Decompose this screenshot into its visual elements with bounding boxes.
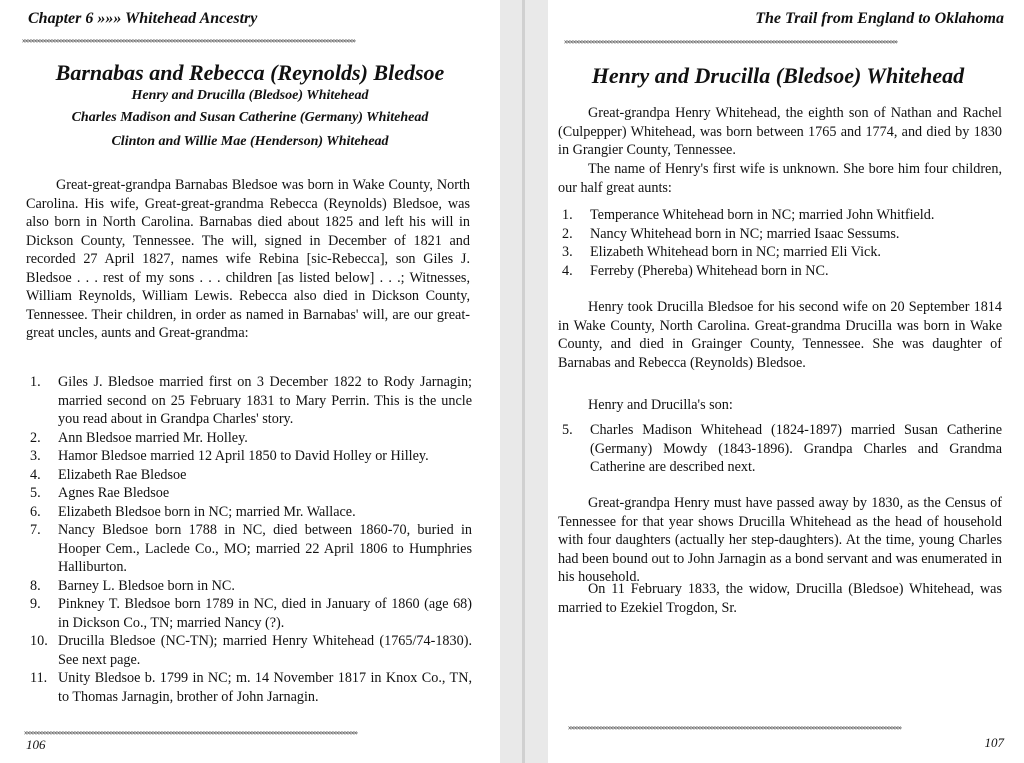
body-text: [558, 160, 1002, 197]
paragraph: Great-grandpa Henry Whitehead, the eighth son of Nathan and Rachel (Culpepper) Whitehead, was born between 1765 and 1774, and died by 1830 in Grangier County, Tennessee.: [558, 105, 1002, 158]
son-list: [562, 421, 1002, 477]
running-head-left: Chapter 6 »»» Whitehead Ancestry: [28, 10, 258, 27]
paragraph: Henry took Drucilla Bledsoe for his second wife on 20 September 1814 in Wake County, North Carolina. Great-grandma Drucilla was born in Wake County, and died in Grainger County, Tennessee. She was daughter of Barnabas and Rebecca (Reynolds) Bledsoe.: [558, 299, 1002, 371]
body-text: [558, 494, 1002, 587]
book-gutter: [500, 0, 548, 763]
body-text: [558, 396, 1002, 415]
paragraph: On 11 February 1833, the widow, Drucilla (Bledsoe) Whitehead, was married to Ezekiel Trogdon, Sr.: [558, 581, 1002, 616]
sub-heading: Henry and Drucilla (Bledsoe) Whitehead: [131, 88, 369, 103]
list-item: 1. Temperance Whitehead born in NC; married John Whitfield.: [562, 207, 935, 223]
body-text: [558, 104, 1002, 160]
list-item: 5. Charles Madison Whitehead (1824-1897) married Susan Catherine (Germany) Mowdy (1843-1896). Grandpa Charles and Grandma Catherine are described next.: [562, 422, 1002, 475]
body-text: [26, 176, 470, 343]
list-item: 6. Elizabeth Bledsoe born in NC; married Mr. Wallace.: [30, 503, 356, 520]
list-item: 5. Agnes Rae Bledsoe: [30, 485, 170, 501]
section-heading: Barnabas and Rebecca (Reynolds) Bledsoe: [55, 60, 445, 85]
list-item: 2. Ann Bledsoe married Mr. Holley.: [30, 429, 248, 446]
paragraph: The name of Henry's first wife is unknown. She bore him four children, our half great aunts:: [558, 161, 1002, 196]
running-head-right: The Trail from England to Oklahoma: [755, 10, 1004, 27]
ornament-rule-top-right: »»»»»»»»»»»»»»»»»»»»»»»»»»»»»»»»»»»»»»»»»»»»»»»»»»»»»»»»»»»»»»»»»»»»»»»»»»»»»»»»»»»»»»»»»»»»»»»»»»»»»»»»»»»»»»»: [564, 37, 897, 46]
paragraph: Great-grandpa Henry must have passed away by 1830, as the Census of Tennessee for that year shows Drucilla Whitehead as the head of household with four daughters (actually her step-daughters). At the time, young Charles had been bound out to John Jarnagin as a bond servant and was enumerated in his household.: [558, 495, 1002, 585]
list-item: 4. Elizabeth Rae Bledsoe: [30, 466, 187, 483]
list-item: 8. Barney L. Bledsoe born in NC.: [30, 577, 235, 594]
children-list: [30, 373, 472, 706]
list-item: 7. Nancy Bledsoe born 1788 in NC, died between 1860-70, buried in Hooper Cem., Laclede Co., MO; married 22 April 1806 to Humphries Halliburton.: [30, 522, 472, 575]
page-number: 106: [26, 737, 46, 752]
body-text: [558, 580, 1002, 617]
list-item: 11. Unity Bledsoe b. 1799 in NC; m. 14 November 1817 in Knox Co., TN, to Thomas Jarnagin, brother of John Jarnagin.: [30, 670, 472, 705]
body-text: [558, 298, 1002, 372]
list-item: 2. Nancy Whitehead born in NC; married Isaac Sessums.: [562, 225, 900, 242]
right-page: [548, 0, 1024, 763]
ornament-rule-bottom-right: »»»»»»»»»»»»»»»»»»»»»»»»»»»»»»»»»»»»»»»»»»»»»»»»»»»»»»»»»»»»»»»»»»»»»»»»»»»»»»»»»»»»»»»»»»»»»»»»»»»»»»»»»»»»»»»: [568, 723, 901, 732]
ornament-rule-bottom-left: »»»»»»»»»»»»»»»»»»»»»»»»»»»»»»»»»»»»»»»»»»»»»»»»»»»»»»»»»»»»»»»»»»»»»»»»»»»»»»»»»»»»»»»»»»»»»»»»»»»»»»»»»»»»»»»: [24, 728, 357, 737]
sub-heading: Clinton and Willie Mae (Henderson) Whitehead: [111, 134, 389, 149]
list-item: 4. Ferreby (Phereba) Whitehead born in NC.: [562, 262, 829, 279]
left-page: [0, 0, 500, 763]
section-heading: Henry and Drucilla (Bledsoe) Whitehead: [591, 63, 965, 88]
paragraph: Great-great-grandpa Barnabas Bledsoe was born in Wake County, North Carolina. His wife, Great-great-grandma Rebecca (Reynolds) Bledsoe, was also born in North Carolina. Barnabas died about 1825 and left his will in Dickson County, Tennessee. The will, signed in December of 1821 and recorded 27 April 1827, names wife Rebina [sic-Rebecca], son Giles J. Bledsoe . . . rest of my sons . . . children [as listed below] . . .; Witnesses, William Reynolds, William Lewis. Rebecca also died in Dickson County, Tennessee. Their children, in order as named in Barnabas' will, are our great-great uncles, aunts and Great-grandma:: [26, 177, 470, 341]
list-item: 1. Giles J. Bledsoe married first on 3 December 1822 to Rody Jarnagin; married second on 25 February 1831 to Mary Perrin. This is the uncle you read about in Grandpa Charles' story.: [30, 374, 472, 427]
page-number: 107: [984, 735, 1004, 750]
list-item: 3. Elizabeth Whitehead born in NC; married Eli Vick.: [562, 244, 881, 260]
ornament-rule-top-left: »»»»»»»»»»»»»»»»»»»»»»»»»»»»»»»»»»»»»»»»»»»»»»»»»»»»»»»»»»»»»»»»»»»»»»»»»»»»»»»»»»»»»»»»»»»»»»»»»»»»»»»»»»»»»»»: [22, 36, 355, 45]
list-item: 9. Pinkney T. Bledsoe born 1789 in NC, died in January of 1860 (age 68) in Dickson Co., TN; married Nancy (?).: [30, 596, 472, 631]
sub-heading: Charles Madison and Susan Catherine (Germany) Whitehead: [71, 110, 429, 125]
list-item: 10. Drucilla Bledsoe (NC-TN); married Henry Whitehead (1765/74-1830). See next page.: [30, 633, 472, 668]
first-wife-children-list: [562, 206, 992, 280]
paragraph: Henry and Drucilla's son:: [588, 397, 733, 413]
list-item: 3. Hamor Bledsoe married 12 April 1850 to David Holley or Hilley.: [30, 448, 429, 464]
